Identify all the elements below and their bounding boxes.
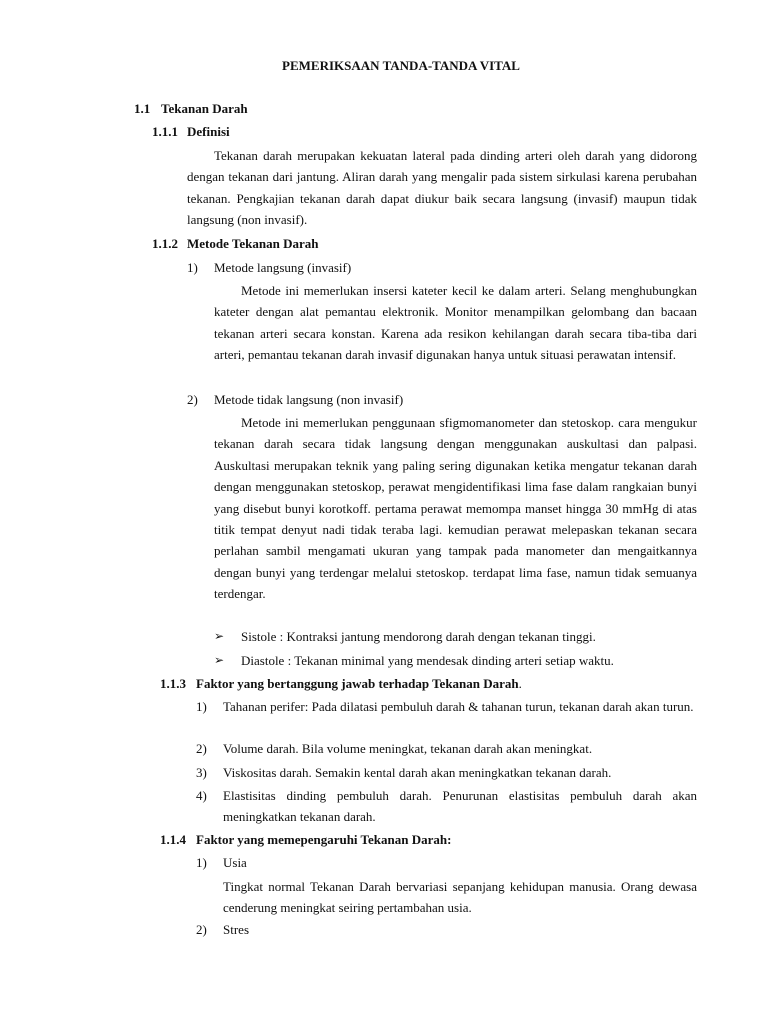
- metode-langsung-paragraph: Metode ini memerlukan insersi kateter kecil ke dalam arteri. Selang menghubungkan kateter dengan alat pemantau elektronik. Monitor menampilkan gelombang dan bacaan tekanan arteri secara konstan. Karena ada resikon kehilangan darah secara tiba-tiba dari arteri, pemantau tekanan darah invasif digunakan hanya untuk situasi perawatan intensif.: [214, 283, 697, 363]
- bullet-item: [214, 626, 697, 647]
- bullet-text: Diastole : Tekanan minimal yang mendesak dinding arteri setiap waktu.: [241, 653, 614, 668]
- section-heading: [134, 98, 248, 119]
- page-title: PEMERIKSAAN TANDA-TANDA VITAL: [282, 58, 520, 73]
- section-number: 1.1: [134, 101, 151, 116]
- list-number: 2): [196, 922, 207, 937]
- list-label: Metode tidak langsung (non invasif): [214, 392, 404, 407]
- list-item: [196, 696, 697, 717]
- definisi-paragraph: Tekanan darah merupakan kekuatan lateral pada dinding arteri oleh darah yang didorong dengan tekanan dari jantung. Aliran darah yang mengalir pada sistem sirkulasi karena perubahan tekanan. Pengkajian tekanan darah dapat diukur baik secara langsung (invasif) maupun tidak langsung (non invasif).: [187, 148, 697, 228]
- subsection-heading-definisi: [152, 121, 230, 142]
- subsection-number: 1.1.1: [152, 124, 178, 139]
- arrow-bullet-icon: ➢: [214, 629, 225, 643]
- usia-paragraph: Tingkat normal Tekanan Darah bervariasi sepanjang kehidupan manusia. Orang dewasa cenderung meningkat seiring pertambahan usia.: [223, 879, 697, 916]
- section-label: Tekanan Darah: [161, 101, 248, 116]
- list-label: Metode langsung (invasif): [214, 260, 352, 275]
- list-text: Elastisitas dinding pembuluh darah. Penurunan elastisitas pembuluh darah akan meningkatkan tekanan darah.: [223, 788, 697, 825]
- list-label: Stres: [223, 922, 249, 937]
- subsection-number: 1.1.3: [160, 676, 186, 691]
- subsection-label: Metode Tekanan Darah: [187, 236, 319, 251]
- subsection-suffix: .: [518, 676, 522, 691]
- list-item: [196, 852, 247, 873]
- list-item: [187, 257, 351, 278]
- subsection-label: Faktor yang bertanggung jawab terhadap Tekanan Darah: [196, 676, 519, 691]
- subsection-label: Definisi: [187, 124, 230, 139]
- bullet-text: Sistole : Kontraksi jantung mendorong darah dengan tekanan tinggi.: [241, 629, 596, 644]
- list-text: Viskositas darah. Semakin kental darah akan meningkatkan tekanan darah.: [223, 765, 612, 780]
- list-number: 1): [196, 855, 207, 870]
- list-number: 2): [187, 392, 198, 407]
- subsection-heading-faktor-tanggung-jawab: [160, 673, 522, 694]
- subsection-heading-faktor-pengaruh: [160, 829, 451, 850]
- list-item: [196, 738, 697, 759]
- metode-tidak-langsung-paragraph: Metode ini memerlukan penggunaan sfigmomanometer dan stetoskop. cara mengukur tekanan darah secara tidak langsung dengan menggunakan auskultasi dan palpasi. Auskultasi merupakan teknik yang paling sering digunakan ketika mengatur tekanan darah dengan menggunakan stetoskop, perawat mengidentifikasi lima fase dalam rangkaian bunyi yang disebut bunyi korotkoff. pertama perawat memompa manset hingga 30 mmHg di atas titik tempat denyut nadi tidak teraba lagi. kemudian perawat melepaskan tekanan secara perlahan sambil mengamati ukuran yang tampak pada manometer dan mengaitkannya dengan bunyi yang terdengar melalui stetoskop. terdapat lima fase, namun tidak semuanya terdengar.: [214, 415, 697, 602]
- subsection-heading-metode: [152, 233, 318, 254]
- list-item: [196, 785, 697, 828]
- arrow-bullet-icon: ➢: [214, 653, 225, 667]
- list-item: [187, 389, 403, 410]
- list-number: 4): [196, 788, 207, 803]
- subsection-label: Faktor yang memepengaruhi Tekanan Darah:: [196, 832, 452, 847]
- list-number: 1): [196, 699, 207, 714]
- list-label: Usia: [223, 855, 247, 870]
- list-item: [196, 762, 697, 783]
- subsection-number: 1.1.2: [152, 236, 178, 251]
- list-number: 2): [196, 741, 207, 756]
- subsection-number: 1.1.4: [160, 832, 186, 847]
- bullet-item: [214, 650, 697, 671]
- list-number: 1): [187, 260, 198, 275]
- list-item: [196, 919, 249, 940]
- list-text: Tahanan perifer: Pada dilatasi pembuluh darah & tahanan turun, tekanan darah akan turun.: [223, 699, 694, 714]
- list-number: 3): [196, 765, 207, 780]
- list-text: Volume darah. Bila volume meningkat, tekanan darah akan meningkat.: [223, 741, 593, 756]
